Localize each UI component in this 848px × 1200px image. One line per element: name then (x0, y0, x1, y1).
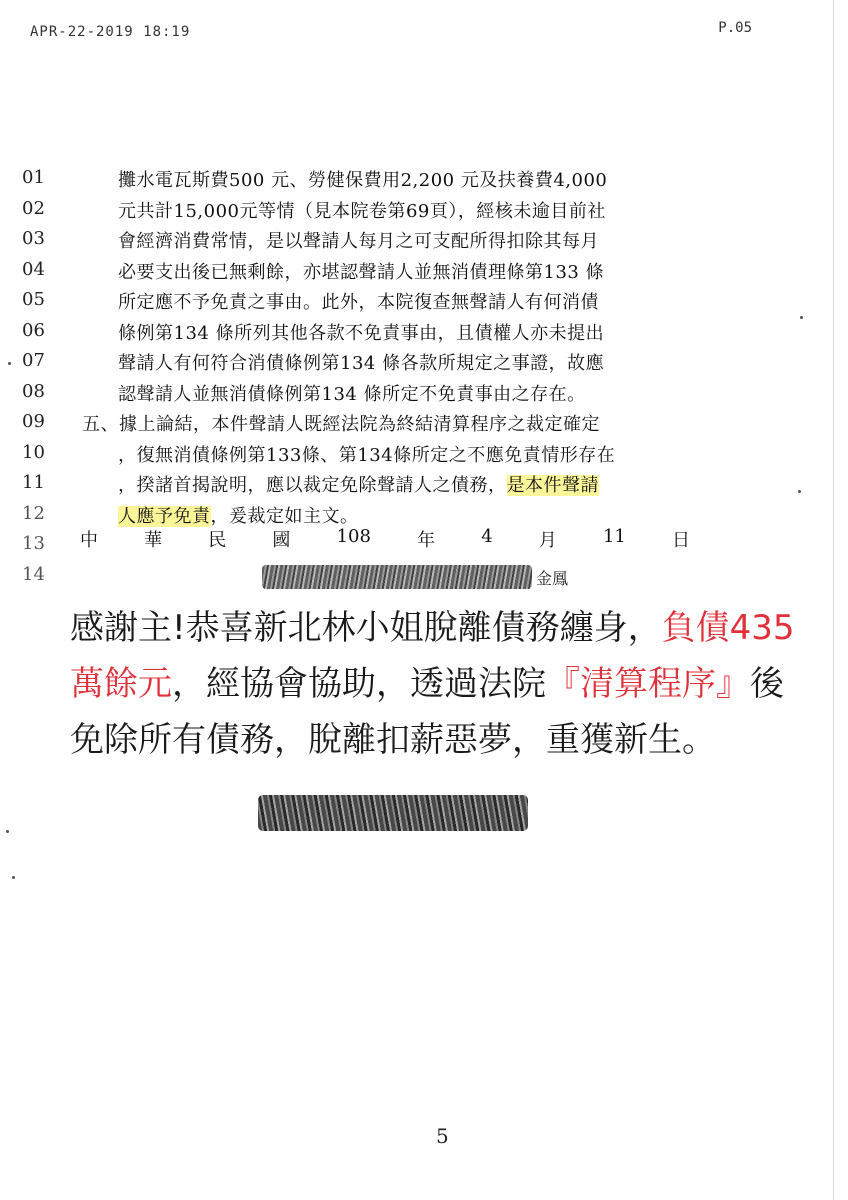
text-line (0, 285, 848, 316)
testimonial-note (70, 600, 800, 768)
text-line (0, 438, 848, 469)
text-line (0, 407, 848, 438)
line-text: 所定應不予免責之事由。此外，本院復查無聲請人有何消債 (118, 292, 599, 313)
line-text: 元共計15,000元等情（見本院卷第69頁），經核未逾目前社 (118, 200, 606, 222)
scan-speck (800, 316, 803, 319)
fax-timestamp: APR-22-2019 18:19 (30, 24, 191, 40)
text-line (0, 377, 848, 408)
line-text: 會經濟消費常情，是以聲請人每月之可支配所得扣除其每月 (118, 231, 599, 252)
date-char: 日 (671, 530, 690, 551)
scan-speck (12, 876, 15, 879)
line-text-group (118, 471, 599, 497)
line-number: 08 (22, 380, 45, 402)
line-number: 11 (22, 472, 45, 493)
scan-speck (798, 490, 801, 493)
text-line (0, 346, 848, 377)
note-procedure: 『清算程序』 (546, 664, 750, 704)
redacted-signature (262, 565, 532, 589)
line-number: 02 (22, 197, 45, 219)
text-line (0, 163, 848, 194)
date-char: 華 (144, 530, 163, 551)
ruling-date (80, 526, 690, 552)
text-line (0, 224, 848, 255)
date-char: 年 (417, 530, 436, 551)
line-text: ，復無消債條例第133條、第134條所定之不應免責情形存在 (118, 444, 616, 466)
text-line (0, 468, 848, 499)
text-line (0, 255, 848, 286)
date-char: 月 (538, 530, 557, 551)
line-number: 06 (22, 319, 45, 341)
highlighted-text: 人應予免責 (118, 505, 211, 527)
line-number: 05 (22, 289, 45, 310)
line-number: 09 (22, 411, 45, 432)
date-char: 國 (272, 530, 291, 551)
line-text: 認聲請人並無消債條例第134 條所定不免責事由之存在。 (118, 383, 586, 405)
scan-speck (6, 830, 9, 833)
fax-page-number: P.05 (718, 20, 752, 36)
page-number: 5 (436, 1124, 449, 1148)
scan-speck (8, 362, 11, 365)
text-line (0, 499, 848, 530)
line-number: 14 (22, 563, 45, 585)
line-text: ，揆諸首揭說明，應以裁定免除聲請人之債務， (118, 475, 507, 496)
text-line (0, 194, 848, 225)
line-text: 五、據上論結，本件聲請人既經法院為終結清算程序之裁定確定 (82, 414, 600, 435)
date-char: 中 (80, 530, 98, 551)
date-month: 4 (481, 526, 493, 547)
date-char: 民 (208, 530, 227, 551)
line-number: 03 (22, 228, 45, 249)
note-text: ，經協會協助，透過法院 (172, 664, 546, 704)
line-number: 04 (22, 258, 45, 280)
line-text: ，爰裁定如主文。 (210, 505, 359, 527)
line-number: 01 (22, 167, 45, 188)
signature-name: 金鳳 (536, 568, 569, 588)
line-number: 13 (22, 533, 45, 554)
signature-line (262, 565, 568, 589)
note-debt-amount: 負債435 萬餘元 (70, 608, 795, 704)
highlighted-text: 是本件聲請 (506, 475, 599, 496)
date-year: 108 (336, 526, 371, 547)
redaction-bar (258, 795, 528, 831)
line-text: 條例第134 條所列其他各款不免責事由，且債權人亦未提出 (118, 322, 605, 344)
line-text-group (118, 502, 359, 528)
text-line (0, 316, 848, 347)
note-text: 感謝主!恭喜新北林小姐脫離債務纏身， (70, 608, 662, 648)
line-text: 必要支出後已無剩餘，亦堪認聲請人並無消債理條第133 條 (118, 261, 605, 283)
line-number: 10 (22, 441, 45, 463)
line-text: 攤水電瓦斯費500 元、勞健保費用2,200 元及扶養費4,000 (118, 170, 608, 191)
note-text: 後免除所有債務，脫離扣薪惡夢，重獲新生。 (70, 664, 784, 760)
date-day: 11 (602, 526, 626, 547)
line-number: 12 (22, 502, 45, 524)
line-text: 聲請人有何符合消債條例第134 條各款所規定之事證，故應 (118, 353, 605, 374)
line-number: 07 (22, 350, 45, 371)
